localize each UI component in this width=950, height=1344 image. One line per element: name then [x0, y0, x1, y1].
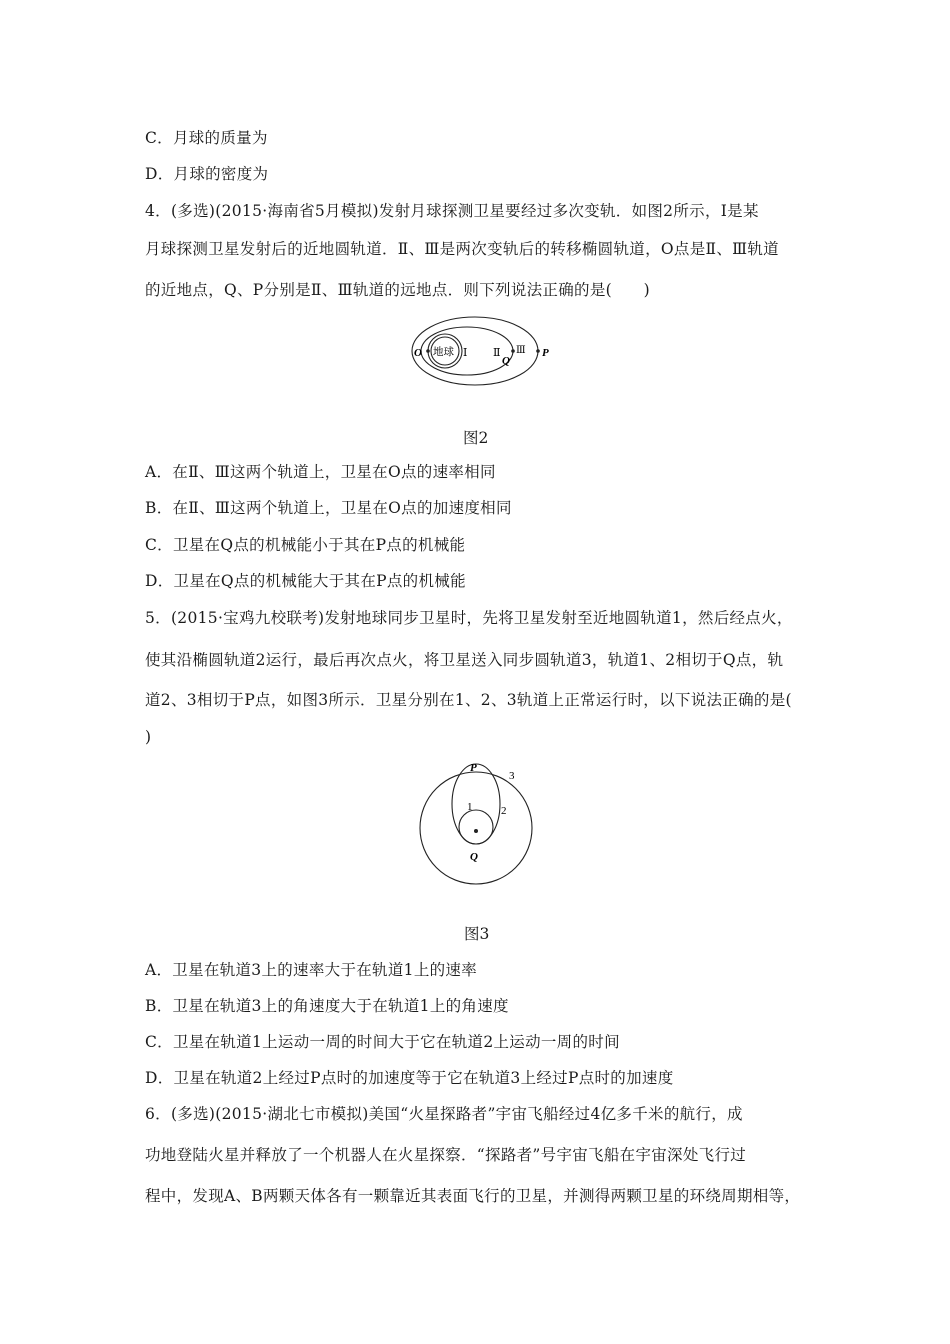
- point-q-dot: [511, 349, 515, 353]
- label-3: 3: [509, 770, 515, 782]
- question-5-line-2: 使其沿椭圆轨道2运行，最后再次点火，将卫星送入同步圆轨道3，轨道1、2相切于Q点，轨: [145, 651, 784, 669]
- label-q: Q: [502, 355, 510, 367]
- label-earth: 地球: [433, 347, 454, 358]
- option-c-q3: C．月球的质量为: [145, 129, 268, 147]
- option-b-q4: B．在Ⅱ、Ⅲ这两个轨道上，卫星在O点的加速度相同: [145, 499, 512, 517]
- option-b-q5: B．卫星在轨道3上的角速度大于在轨道1上的角速度: [145, 997, 509, 1015]
- question-4-line-3: 的近地点，Q、P分别是Ⅱ、Ⅲ轨道的远地点．则下列说法正确的是( ): [145, 281, 650, 299]
- label-orbit-ii: Ⅱ: [493, 347, 501, 359]
- label-orbit-i: Ⅰ: [463, 347, 468, 359]
- question-6-line-3: 程中，发现A、B两颗天体各有一颗靠近其表面飞行的卫星，并测得两颗卫星的环绕周期相等，: [145, 1187, 801, 1205]
- question-4-line-2: 月球探测卫星发射后的近地圆轨道．Ⅱ、Ⅲ是两次变轨后的转移椭圆轨道，O点是Ⅱ、Ⅲ轨道: [145, 240, 779, 258]
- figure-2-orbit-diagram: [405, 310, 555, 392]
- point-p-dot: [536, 349, 540, 353]
- point-o-dot: [426, 349, 430, 353]
- label-o: O: [414, 347, 422, 359]
- question-5-line-4: ): [145, 728, 152, 746]
- label-1: 1: [467, 801, 473, 813]
- question-5-line-1: 5．(2015·宝鸡九校联考)发射地球同步卫星时，先将卫星发射至近地圆轨道1，然后经点火，: [145, 609, 793, 627]
- orbit-1-circle: [459, 810, 493, 844]
- figure-2-caption: 图2: [463, 429, 489, 447]
- question-4-line-1: 4．(多选)(2015·海南省5月模拟)发射月球探测卫星要经过多次变轨．如图2所示，Ⅰ是某: [145, 202, 759, 220]
- option-a-q4: A．在Ⅱ、Ⅲ这两个轨道上，卫星在O点的速率相同: [145, 463, 496, 481]
- figure-3-caption: 图3: [464, 925, 490, 943]
- option-c-q5: C．卫星在轨道1上运动一周的时间大于它在轨道2上运动一周的时间: [145, 1033, 620, 1051]
- option-a-q5: A．卫星在轨道3上的速率大于在轨道1上的速率: [145, 961, 478, 979]
- option-d-q5: D．卫星在轨道2上经过P点时的加速度等于它在轨道3上经过P点时的加速度: [145, 1069, 674, 1087]
- option-d-q4: D．卫星在Q点的机械能大于其在P点的机械能: [145, 572, 466, 590]
- orbit-3-circle: [420, 772, 532, 884]
- option-c-q4: C．卫星在Q点的机械能小于其在P点的机械能: [145, 536, 466, 554]
- label-q: Q: [470, 851, 478, 863]
- question-6-line-2: 功地登陆火星并释放了一个机器人在火星探察．“探路者”号宇宙飞船在宇宙深处飞行过: [145, 1146, 747, 1164]
- option-d-q3: D．月球的密度为: [145, 165, 269, 183]
- earth-center-dot: [474, 829, 478, 833]
- question-5-line-3: 道2、3相切于P点，如图3所示．卫星分别在1、2、3轨道上正常运行时，以下说法正确的是(: [145, 691, 792, 709]
- figure-3-orbit-diagram: [413, 758, 539, 892]
- label-p: P: [542, 347, 549, 359]
- question-6-line-1: 6．(多选)(2015·湖北七市模拟)美国“火星探路者”宇宙飞船经过4亿多千米的航行，成: [145, 1105, 743, 1123]
- label-p: P: [470, 762, 477, 774]
- label-2: 2: [501, 805, 507, 817]
- label-orbit-iii: Ⅲ: [516, 345, 526, 356]
